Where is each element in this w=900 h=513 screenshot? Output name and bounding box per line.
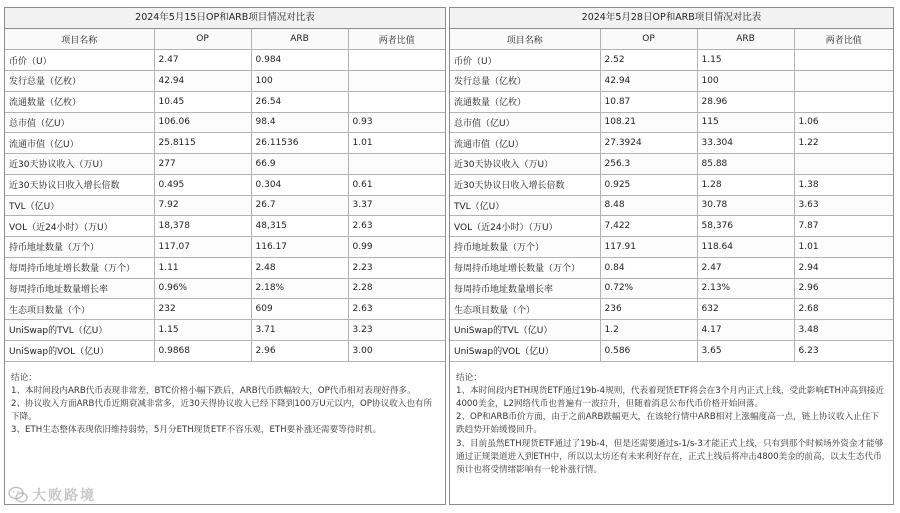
value-cell: 117.91	[600, 237, 697, 258]
header-cell: OP	[600, 29, 697, 50]
table-row	[450, 112, 893, 133]
table-row	[450, 91, 893, 112]
header-cell: ARB	[697, 29, 794, 50]
value-cell: 100	[251, 71, 348, 92]
row-label-cell: 持币地址数量（万个）	[5, 237, 154, 258]
table-row	[5, 299, 445, 320]
row-label-cell: 近30天协议日收入增长倍数	[5, 174, 154, 195]
value-cell: 3.48	[794, 320, 893, 341]
right-comparison-table	[450, 29, 893, 362]
value-cell: 0.586	[600, 340, 697, 361]
value-cell: 0.984	[251, 50, 348, 71]
value-cell: 10.45	[154, 91, 251, 112]
row-label-cell: UniSwap的VOL（亿U）	[5, 340, 154, 361]
value-cell: 30.78	[697, 195, 794, 216]
right-conclusion	[450, 362, 893, 478]
value-cell: 1.2	[600, 320, 697, 341]
value-cell: 48,315	[251, 216, 348, 237]
value-cell: 7.87	[794, 216, 893, 237]
value-cell	[348, 71, 445, 92]
value-cell	[794, 50, 893, 71]
value-cell: 1.28	[697, 174, 794, 195]
row-label-cell: 持币地址数量（万个）	[450, 237, 600, 258]
value-cell: 0.925	[600, 174, 697, 195]
table-row	[450, 216, 893, 237]
value-cell: 2.63	[348, 216, 445, 237]
value-cell: 26.7	[251, 195, 348, 216]
row-label-cell: 每周持币地址数量增长率	[5, 278, 154, 299]
row-label-cell: 流通市值（亿U）	[5, 133, 154, 154]
value-cell: 100	[697, 71, 794, 92]
table-row	[5, 50, 445, 71]
value-cell: 0.9868	[154, 340, 251, 361]
row-label-cell: TVL（亿U）	[5, 195, 154, 216]
row-label-cell: 每周持币地址增长数量（万个）	[450, 257, 600, 278]
value-cell	[348, 50, 445, 71]
table-row	[5, 257, 445, 278]
table-row	[450, 50, 893, 71]
value-cell: 33.304	[697, 133, 794, 154]
value-cell: 0.61	[348, 174, 445, 195]
value-cell: 2.52	[600, 50, 697, 71]
table-row	[5, 216, 445, 237]
table-row	[450, 71, 893, 92]
value-cell: 2.47	[697, 257, 794, 278]
conclusion-point: 3、ETH生态整体表现依旧维持弱势，5月分ETH现货ETF不容乐观，ETH要补涨还需要等待时机。	[11, 425, 382, 436]
conclusion-point: 2、OP和ARB币价方面，由于之前ARB跌幅更大，在该轮行情中ARB相对上涨幅度高一点，链上协议收入止住下跌趋势开始缓慢回升。	[456, 412, 879, 436]
value-cell: 106.06	[154, 112, 251, 133]
value-cell: 26.54	[251, 91, 348, 112]
value-cell: 2.47	[154, 50, 251, 71]
header-cell: OP	[154, 29, 251, 50]
right-table-title: 2024年5月28日OP和ARB项目情况对比表	[450, 8, 893, 29]
value-cell: 10.87	[600, 91, 697, 112]
row-label-cell: 近30天协议收入（万U）	[450, 154, 600, 175]
value-cell: 115	[697, 112, 794, 133]
table-row	[5, 71, 445, 92]
value-cell: 0.304	[251, 174, 348, 195]
table-row	[5, 91, 445, 112]
value-cell: 1.11	[154, 257, 251, 278]
value-cell: 0.72%	[600, 278, 697, 299]
header-cell: 项目名称	[450, 29, 600, 50]
value-cell: 7,422	[600, 216, 697, 237]
value-cell: 25.8115	[154, 133, 251, 154]
value-cell: 4.17	[697, 320, 794, 341]
table-row	[450, 340, 893, 361]
value-cell: 1.38	[794, 174, 893, 195]
value-cell: 0.96%	[154, 278, 251, 299]
value-cell: 58,376	[697, 216, 794, 237]
right-table-body	[450, 50, 893, 361]
value-cell: 1.01	[794, 237, 893, 258]
table-row	[5, 174, 445, 195]
value-cell: 0.93	[348, 112, 445, 133]
value-cell: 6.23	[794, 340, 893, 361]
table-row	[5, 340, 445, 361]
row-label-cell: 每周持币地址增长数量（万个）	[5, 257, 154, 278]
left-conclusion	[5, 362, 445, 438]
value-cell: 26.11536	[251, 133, 348, 154]
value-cell: 28.96	[697, 91, 794, 112]
value-cell: 42.94	[600, 71, 697, 92]
table-header-row	[450, 29, 893, 50]
value-cell: 1.15	[154, 320, 251, 341]
value-cell	[794, 154, 893, 175]
row-label-cell: 每周持币地址数量增长率	[450, 278, 600, 299]
row-label-cell: 流通市值（亿U）	[450, 133, 600, 154]
value-cell: 632	[697, 299, 794, 320]
row-label-cell: 总市值（亿U）	[5, 112, 154, 133]
row-label-cell: 近30天协议日收入增长倍数	[450, 174, 600, 195]
value-cell	[794, 91, 893, 112]
watermark-text: 大败路境	[32, 488, 96, 504]
value-cell: 27.3924	[600, 133, 697, 154]
header-cell: 两者比值	[794, 29, 893, 50]
table-row	[5, 278, 445, 299]
value-cell: 66.9	[251, 154, 348, 175]
value-cell: 2.48	[251, 257, 348, 278]
value-cell: 3.65	[697, 340, 794, 361]
conclusion-point: 2、协议收入方面ARB代币近期衰减非常多，近30天得协议收入已经下降到100万U元以内，OP协议收入也有所下降。	[11, 398, 433, 423]
value-cell: 232	[154, 299, 251, 320]
left-comparison-panel	[4, 7, 446, 505]
value-cell: 98.4	[251, 112, 348, 133]
left-comparison-table	[5, 29, 445, 362]
value-cell: 85.88	[697, 154, 794, 175]
table-row	[450, 257, 893, 278]
table-row	[5, 195, 445, 216]
table-row	[5, 237, 445, 258]
row-label-cell: 币价（U）	[5, 50, 154, 71]
value-cell: 2.23	[348, 257, 445, 278]
value-cell: 1.22	[794, 133, 893, 154]
conclusion-heading: 结论：	[11, 372, 37, 383]
value-cell: 116.17	[251, 237, 348, 258]
row-label-cell: 生态项目数量（个）	[5, 299, 154, 320]
value-cell: 2.13%	[697, 278, 794, 299]
conclusion-point: 3、目前虽然ETH现货ETF通过了19b-4，但是还需要通过s-1/s-3才能正式上线，只有到那个时候场外资金才能够通过正规渠道进入到ETH中，所以以太坊还有未来利好存在，正式上线后将冲击4800美金的前高，以太生态代币预计也将受情绪影响有一轮补涨行情。	[456, 438, 884, 475]
table-header-row	[5, 29, 445, 50]
header-cell: ARB	[251, 29, 348, 50]
row-label-cell: VOL（近24小时）（万U）	[5, 216, 154, 237]
value-cell	[348, 91, 445, 112]
value-cell: 2.96	[794, 278, 893, 299]
value-cell: 2.28	[348, 278, 445, 299]
watermark	[8, 484, 96, 506]
value-cell	[348, 154, 445, 175]
value-cell: 117.07	[154, 237, 251, 258]
row-label-cell: UniSwap的TVL（亿U）	[5, 320, 154, 341]
table-row	[5, 154, 445, 175]
table-row	[5, 133, 445, 154]
row-label-cell: 币价（U）	[450, 50, 600, 71]
left-table-title: 2024年5月15日OP和ARB项目情况对比表	[5, 8, 445, 29]
value-cell: 277	[154, 154, 251, 175]
value-cell: 3.00	[348, 340, 445, 361]
table-row	[5, 112, 445, 133]
header-cell: 项目名称	[5, 29, 154, 50]
row-label-cell: TVL（亿U）	[450, 195, 600, 216]
row-label-cell: 生态项目数量（个）	[450, 299, 600, 320]
header-cell: 两者比值	[348, 29, 445, 50]
value-cell: 0.99	[348, 237, 445, 258]
conclusion-heading: 结论：	[456, 372, 482, 383]
value-cell: 108.21	[600, 112, 697, 133]
value-cell: 1.06	[794, 112, 893, 133]
row-label-cell: 发行总量（亿枚）	[450, 71, 600, 92]
conclusion-point: 1、本时间段内ARB代币表现非常差，BTC价格小幅下跌后，ARB代币跌幅较大，OP代币相对表现好得多。	[11, 385, 416, 396]
row-label-cell: 发行总量（亿枚）	[5, 71, 154, 92]
table-row	[450, 278, 893, 299]
value-cell: 3.63	[794, 195, 893, 216]
row-label-cell: UniSwap的VOL（亿U）	[450, 340, 600, 361]
conclusion-point: 1、本时间段内ETH现货ETF通过19b-4规则，代表着现货ETF将会在3个月内正式上线，受此影响ETH冲高到接近4000美金，L2网络代币也普遍有一波拉升，但随着消息公布代币价格开始回落。	[456, 385, 884, 409]
table-row	[450, 299, 893, 320]
table-row	[450, 133, 893, 154]
row-label-cell: 总市值（亿U）	[450, 112, 600, 133]
value-cell: 1.01	[348, 133, 445, 154]
value-cell: 236	[600, 299, 697, 320]
value-cell: 2.63	[348, 299, 445, 320]
value-cell: 0.84	[600, 257, 697, 278]
value-cell: 3.71	[251, 320, 348, 341]
wechat-icon	[8, 486, 28, 504]
table-row	[450, 195, 893, 216]
table-row	[5, 320, 445, 341]
value-cell: 256.3	[600, 154, 697, 175]
table-row	[450, 154, 893, 175]
value-cell: 118.64	[697, 237, 794, 258]
right-comparison-panel	[449, 7, 894, 505]
value-cell	[794, 71, 893, 92]
value-cell: 3.37	[348, 195, 445, 216]
table-row	[450, 237, 893, 258]
left-table-body	[5, 50, 445, 361]
row-label-cell: 流通数量（亿枚）	[450, 91, 600, 112]
value-cell: 7.92	[154, 195, 251, 216]
value-cell: 18,378	[154, 216, 251, 237]
row-label-cell: 流通数量（亿枚）	[5, 91, 154, 112]
value-cell: 3.23	[348, 320, 445, 341]
value-cell: 609	[251, 299, 348, 320]
value-cell: 1.15	[697, 50, 794, 71]
row-label-cell: 近30天协议收入（万U）	[5, 154, 154, 175]
row-label-cell: UniSwap的TVL（亿U）	[450, 320, 600, 341]
value-cell: 2.94	[794, 257, 893, 278]
value-cell: 42.94	[154, 71, 251, 92]
value-cell: 2.68	[794, 299, 893, 320]
table-row	[450, 174, 893, 195]
table-row	[450, 320, 893, 341]
row-label-cell: VOL（近24小时）（万U）	[450, 216, 600, 237]
value-cell: 0.495	[154, 174, 251, 195]
value-cell: 8.48	[600, 195, 697, 216]
value-cell: 2.18%	[251, 278, 348, 299]
value-cell: 2.96	[251, 340, 348, 361]
